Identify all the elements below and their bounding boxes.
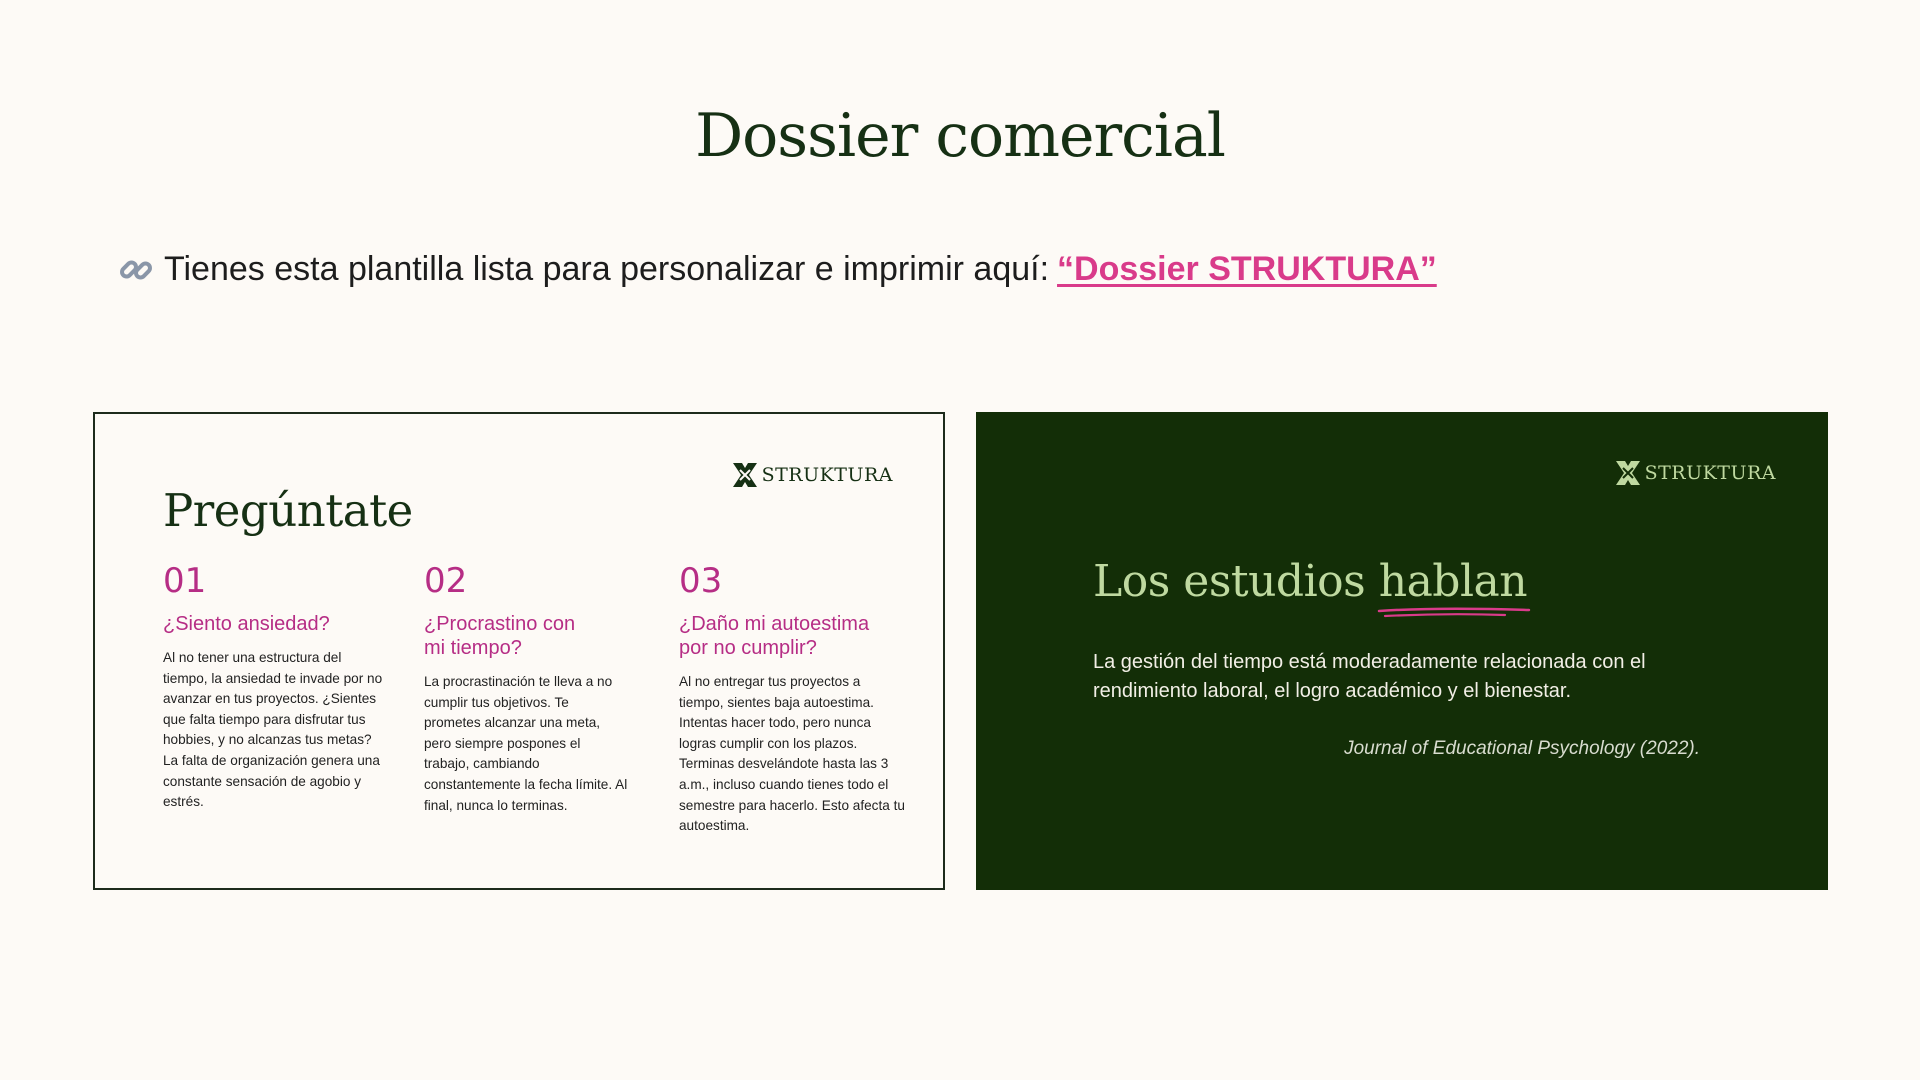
- slide-heading: [1093, 556, 1527, 607]
- struktura-logo-icon: [732, 462, 758, 488]
- column-body: Al no entregar tus proyectos a tiempo, sientes baja autoestima. Intentas hacer todo, pero nunca logras cumplir con los plazos. Terminas desvelándote hasta las 3 a.m., incluso cuando tienes todo el semestre para hacerlo. Esto afecta tu autoestima.: [679, 674, 905, 834]
- column-number: 01: [163, 561, 207, 601]
- brand-name: STRUKTURA: [1644, 462, 1776, 484]
- brand-logo: [732, 462, 893, 488]
- brand-logo: [1615, 460, 1776, 486]
- dossier-link[interactable]: “Dossier STRUKTURA”: [1057, 250, 1437, 288]
- study-text: La gestión del tiempo está moderadamente relacionada con el rendimiento laboral, el logro académico y el bienestar.: [1093, 651, 1646, 702]
- column-question: ¿Procrastino con mi tiempo?: [424, 613, 576, 659]
- slide-preguntate: [93, 412, 945, 890]
- question-column: [679, 561, 907, 837]
- study-citation: Journal of Educational Psychology (2022).: [1344, 738, 1700, 759]
- column-body: Al no tener una estructura del tiempo, la ansiedad te invade por no avanzar en tus proyectos. ¿Sientes que falta tiempo para disfrutar tus hobbies, y no alcanzas tus metas? La falta de organización genera una constante sensación de agobio y estrés.: [163, 650, 383, 810]
- heading-prefix: Los estudios: [1093, 556, 1366, 607]
- column-number: 03: [679, 561, 723, 601]
- slide-estudios: [976, 412, 1828, 890]
- column-question: ¿Siento ansiedad?: [163, 613, 330, 635]
- column-question: ¿Daño mi autoestima por no cumplir?: [679, 613, 870, 659]
- brand-name: STRUKTURA: [761, 464, 893, 486]
- struktura-logo-icon: [1615, 460, 1641, 486]
- question-column: [163, 561, 385, 813]
- heading-highlight: [1379, 556, 1527, 607]
- highlight-word: hablan: [1378, 556, 1528, 607]
- link-icon: [118, 252, 154, 288]
- underline-scribble-icon: [1377, 605, 1533, 619]
- link-intro-text: Tienes esta plantilla lista para personalizar e imprimir aquí:: [164, 250, 1050, 288]
- column-number: 02: [424, 561, 468, 601]
- question-column: [424, 561, 629, 816]
- page-title: Dossier comercial: [695, 101, 1225, 171]
- template-link-line: [118, 250, 1437, 289]
- slide-heading: Pregúntate: [163, 484, 413, 537]
- column-body: La procrastinación te lleva a no cumplir tus objetivos. Te prometes alcanzar una meta, pero siempre pospones el trabajo, cambiando constantemente la fecha límite. Al final, nunca lo terminas.: [424, 674, 628, 813]
